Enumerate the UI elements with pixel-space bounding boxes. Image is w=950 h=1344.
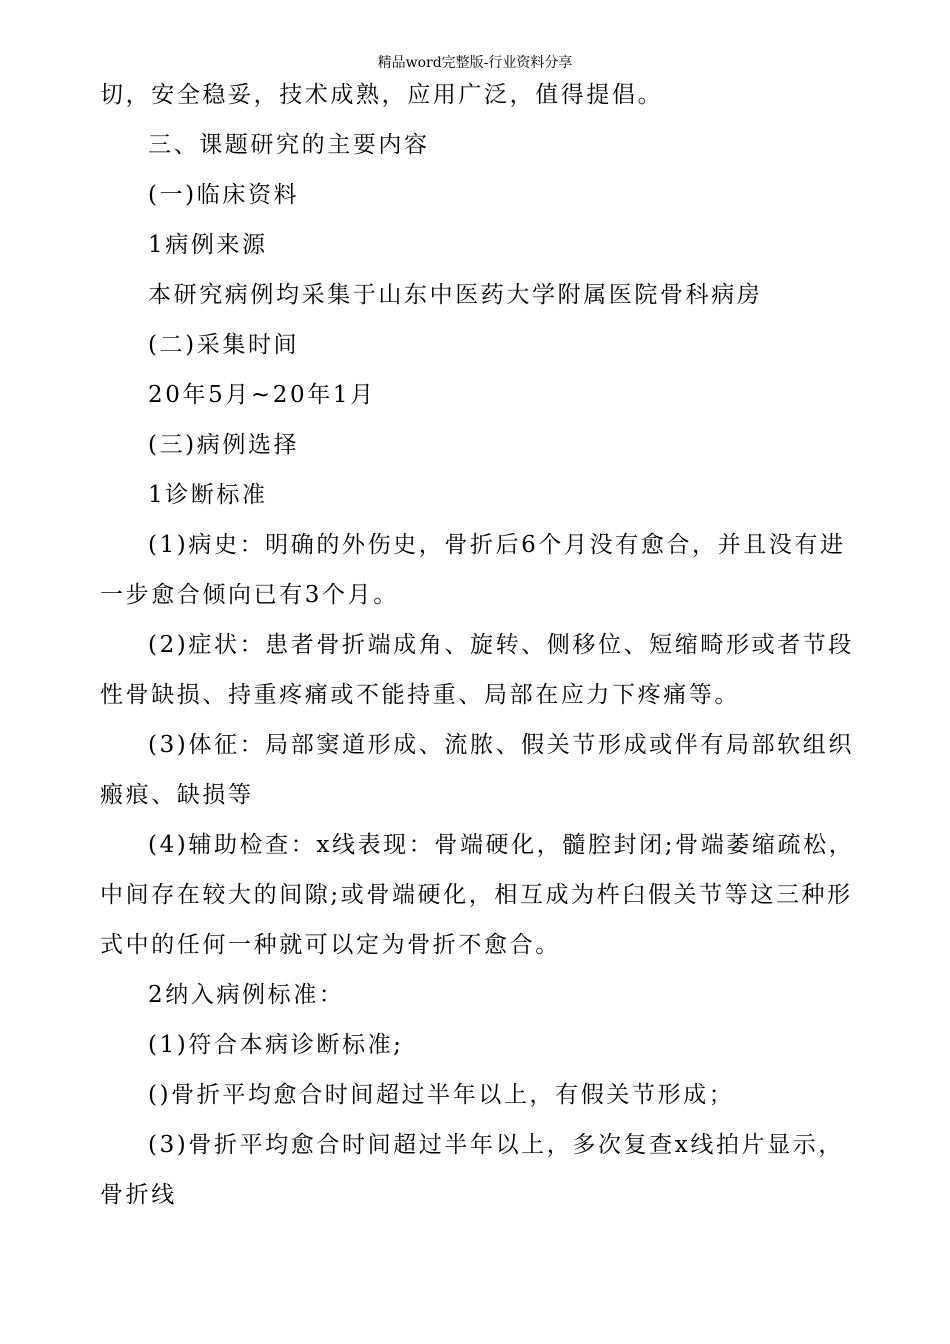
paragraph-line: 骨折线	[100, 1182, 177, 1208]
subsection-heading: (二)采集时间	[148, 332, 300, 358]
paragraph-line: (4)辅助检查：x线表现：骨端硬化，髓腔封闭;骨端萎缩疏松，	[148, 832, 855, 858]
item-heading: 2纳入病例标准：	[148, 982, 345, 1008]
subsection-heading: (一)临床资料	[148, 182, 300, 208]
paragraph-line: (1)符合本病诊断标准;	[148, 1032, 404, 1058]
paragraph-line: (3)体征：局部窦道形成、流脓、假关节形成或伴有局部软组织	[148, 732, 854, 758]
paragraph-line: ()骨折平均愈合时间超过半年以上，有假关节形成；	[148, 1082, 735, 1108]
item-heading: 1诊断标准	[148, 482, 268, 508]
paragraph-line: 一步愈合倾向已有3个月。	[100, 582, 399, 608]
paragraph-line: (2)症状：患者骨折端成角、旋转、侧移位、短缩畸形或者节段	[148, 632, 854, 658]
document-body	[100, 70, 870, 1220]
paragraph-line: 性骨缺损、持重疼痛或不能持重、局部在应力下疼痛等。	[100, 682, 740, 708]
section-heading: 三、课题研究的主要内容	[148, 132, 430, 158]
page-header: 精品word完整版-行业资料分享	[377, 55, 573, 71]
paragraph-line: (1)病史：明确的外伤史，骨折后6个月没有愈合，并且没有进	[148, 532, 846, 558]
paragraph-line: 20年5月~20年1月	[148, 382, 376, 408]
paragraph-line: 切，安全稳妥，技术成熟，应用广泛，值得提倡。	[100, 82, 664, 108]
paragraph-line: 中间存在较大的间隙;或骨端硬化，相互成为杵臼假关节等这三种形	[100, 882, 853, 908]
paragraph-line: (3)骨折平均愈合时间超过半年以上，多次复查x线拍片显示，	[148, 1132, 844, 1158]
paragraph-line: 式中的任何一种就可以定为骨折不愈合。	[100, 932, 561, 958]
paragraph-line: 瘢痕、缺损等	[100, 782, 254, 808]
paragraph-line: 本研究病例均采集于山东中医药大学附属医院骨科病房	[148, 282, 763, 308]
subsection-heading: (三)病例选择	[148, 432, 300, 458]
item-heading: 1病例来源	[148, 232, 268, 258]
